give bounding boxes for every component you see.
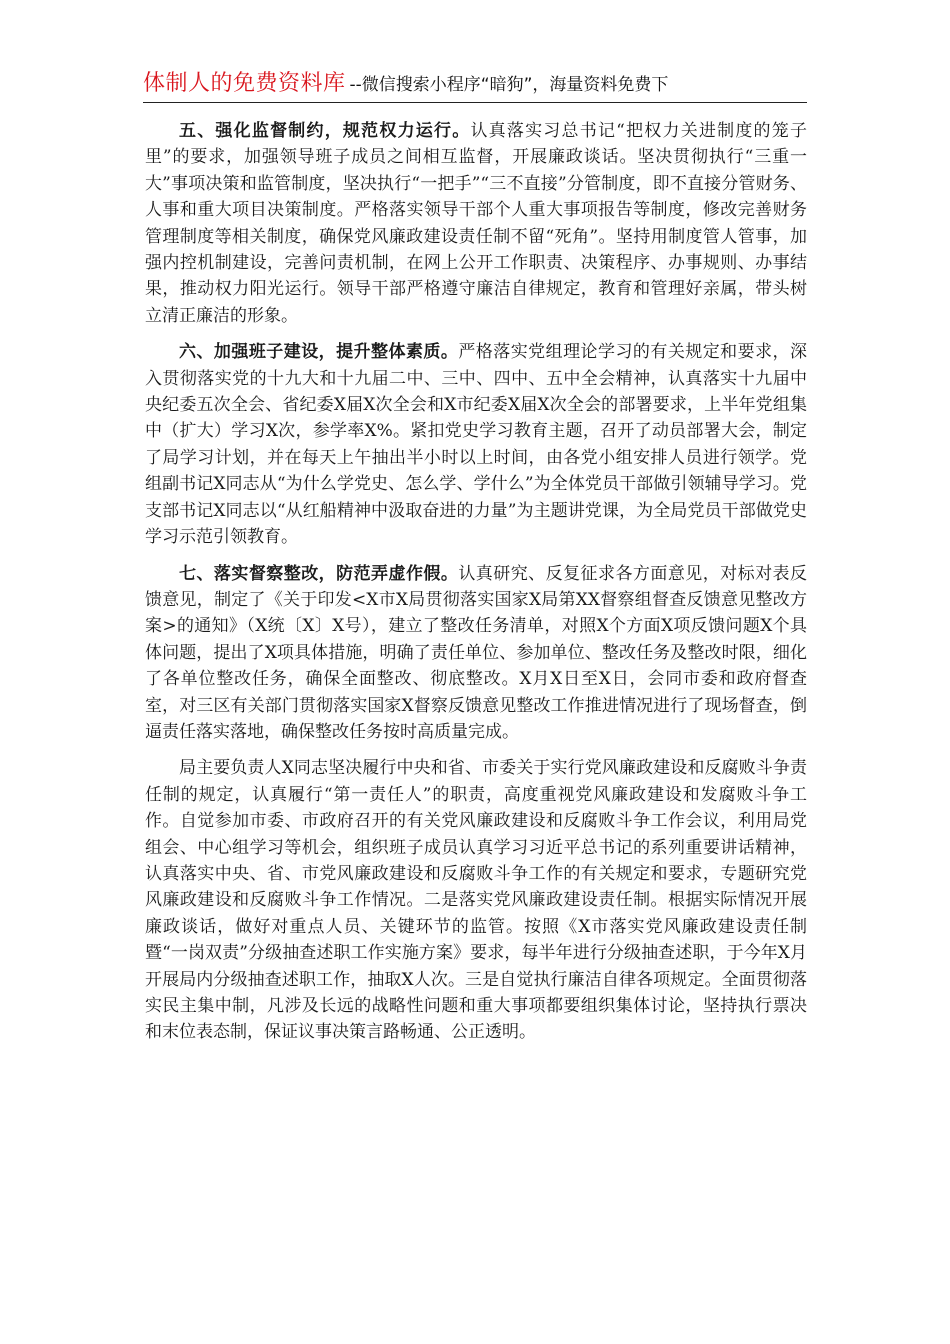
header-brand: 体制人的免费资料库 <box>143 71 346 96</box>
paragraph-text: 认真落实习总书记“把权力关进制度的笼子里”的要求，加强领导班子成员之间相互监督，开展廉政谈话。坚决贯彻执行“三重一大”事项决策和监管制度，坚决执行“一把手”“三不直接”分管制度，即不直接分管财务、人事和重大项目决策制度。严格落实领导干部个人重大事项报告等制度，修改完善财务管理制度等相关制度，确保党风廉政建设责任制不留“死角”。坚持用制度管人管事，加强内控机制建设，完善问责机制，在网上公开工作职责、决策程序、办事规则、办事结果，推动权力阳光运行。领导干部严格遵守廉洁自律规定，教育和管理好亲属，带头树立清正廉洁的形象。 <box>145 121 807 326</box>
paragraph-text: 局主要负责人X同志坚决履行中央和省、市委关于实行党风廉政建设和反腐败斗争责任制的规定，认真履行“第一责任人”的职责，高度重视党风廉政建设和发腐败斗争工作。自觉参加市委、市政府召开的有关党风廉政建设和反腐败斗争工作会议，利用局党组会、中心组学习等机会，组织班子成员认真学习习近平总书记的系列重要讲话精神，认真落实中央、省、市党风廉政建设和反腐败斗争工作的有关规定和要求，专题研究党风廉政建设和反腐败斗争工作情况。二是落实党风廉政建设责任制。根据实际情况开展廉政谈话，做好对重点人员、关键环节的监管。按照《X市落实党风廉政建设责任制暨“一岗双责”分级抽查述职工作实施方案》要求，每半年进行分级抽查述职，于今年X月开展局内分级抽查述职工作，抽取X人次。三是自觉执行廉洁自律各项规定。全面贯彻落实民主集中制，凡涉及长远的战略性问题和重大事项都要组织集体讨论，坚持执行票决和末位表态制，保证议事决策言路畅通、公正透明。 <box>145 758 807 1043</box>
paragraph-responsibility <box>145 755 807 1045</box>
paragraph-heading: 五、强化监督制约，规范权力运行。 <box>179 121 471 141</box>
paragraph-5 <box>145 118 807 329</box>
paragraph-text: 严格落实党组理论学习的有关规定和要求，深入贯彻落实党的十九大和十九届二中、三中、四中、五中全会精神，认真落实十九届中央纪委五次全会、省纪委X届X次全会和X市纪委X届X次全会的部署要求，上半年党组集中（扩大）学习X次，参学率X%。紧扣党史学习教育主题，召开了动员部署大会，制定了局学习计划，并在每天上午抽出半小时以上时间，由各党小组安排人员进行领学。党组副书记X同志从“为什么学党史、怎么学、学什么”为全体党员干部做引领辅导学习。党支部书记X同志以“从红船精神中汲取奋进的力量”为主题讲党课，为全局党员干部做党史学习示范引领教育。 <box>145 342 808 548</box>
paragraph-heading: 六、加强班子建设，提升整体素质。 <box>179 342 459 363</box>
paragraph-text: 认真研究、反复征求各方面意见，对标对表反馈意见，制定了《关于印发<X市X局贯彻落实国家X局第XX督察组督查反馈意见整改方案>的通知》（X统〔X〕X号），建立了整改任务清单，对照X个方面X项反馈问题X个具体问题，提出了X项具体措施，明确了责任单位、参加单位、整改任务及整改时限，细化了各单位整改任务，确保全面整改、彻底整改。X月X日至X日，会同市委和政府督查室，对三区有关部门贯彻落实国家X督察反馈意见整改工作推进情况进行了现场督查，倒逼责任落实落地，确保整改任务按时高质量完成。 <box>145 563 808 742</box>
paragraph-6 <box>145 339 807 550</box>
paragraph-7 <box>145 561 807 746</box>
header-slogan: --微信搜索小程序“暗狗”，海量资料免费下 <box>349 75 669 95</box>
paragraph-heading: 七、落实督察整改，防范弄虚作假。 <box>179 563 459 584</box>
document-body <box>145 118 807 1056</box>
page-header <box>143 66 807 103</box>
